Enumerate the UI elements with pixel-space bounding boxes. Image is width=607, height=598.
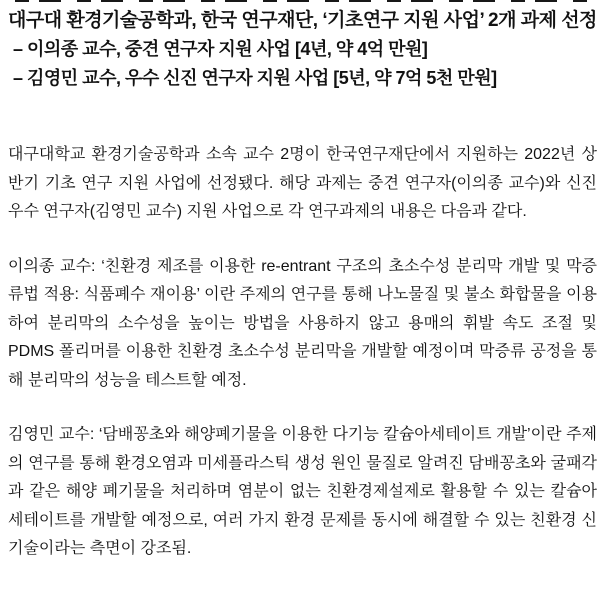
document-header [8,6,597,93]
paragraph-professor-kim-research: 김영민 교수: ‘담배꽁초와 해양폐기물을 이용한 다기능 칼슘아세테이트 개발’이란 주제의 연구를 통해 환경오염과 미세플라스틱 생성 원인 물질로 알려진 담배꽁초와 굴패각과 같은 해양 폐기물을 처리하며 염분이 없는 친환경제설제로 활용할 수 있는 칼슘아세테이트를 개발할 예정으로, 여러 가지 환경 문제를 동시에 해결할 수 있는 친환경 신기술이라는 측면이 강조됨. [8,426,597,557]
paragraph-professor-lee-research: 이의종 교수: ‘친환경 제조를 이용한 re-entrant 구조의 초소수성 분리막 개발 및 막증류법 적용: 식품폐수 재이용’ 이란 주제의 연구를 통해 나노물질 및 불소 화합물을 이용하여 분리막의 소수성을 높이는 방법을 사용하지 않고 용매의 휘발 속도 조절 및 PDMS 폴리머를 이용한 친환경 초소수성 분리막을 개발할 예정이며 막증류 공정을 통해 분리막의 성능을 테스트할 예정. [8,257,597,389]
header-bullet-professor-kim: – 김영민 교수, 우수 신진 연구자 지원 사업 [5년, 약 7억 5천 만원] [13,68,497,88]
document-body [8,141,597,564]
header-bullet-professor-lee: – 이의종 교수, 중견 연구자 지원 사업 [4년, 약 4억 만원] [13,39,428,59]
paragraph-overview: 대구대학교 환경기술공학과 소속 교수 2명이 한국연구재단에서 지원하는 2022년 상반기 기초 연구 지원 사업에 선정됐다. 해당 과제는 중견 연구자(이의종 교수)와 신진 우수 연구자(김영민 교수) 지원 사업으로 각 연구과제의 내용은 다음과 같다. [8,146,597,220]
page-title: 대구대 환경기술공학과, 한국 연구재단, ‘기초연구 지원 사업’ 2개 과제 선정 [8,10,597,31]
cropped-text-remnant [15,0,595,2]
